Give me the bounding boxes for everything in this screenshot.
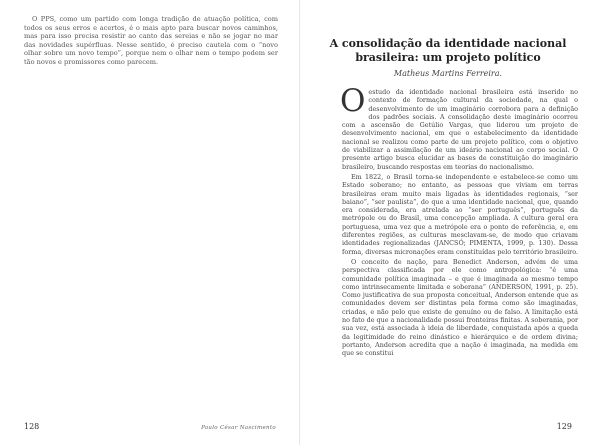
body-paragraph-1-text: estudo da identidade nacional brasileira está inserido no contexto de formação cultural da sociedade, na qual o desenvolvimento de um imaginário corrobora para a definição dos padrões sociais. A consolidação deste imaginário ocorreu com a ascensão de Getúlio Vargas, que liderou um projeto de desenvolvimento nacional, em que o estabelecimento da identidade nacional se realizou como parte de um projeto político, com o objetivo de viabilizar a assimilação de um ideário nacional ao corpo social. O presente artigo busca elucidar as bases de constituição do imaginário brasileiro, buscando respostas em teorias do nacionalismo. — [342, 88, 578, 171]
article-body — [340, 83, 578, 360]
right-page-number: 129 — [556, 422, 572, 431]
running-head: Paulo César Nascimento — [201, 425, 276, 431]
article-author: Matheus Martins Ferreira. — [393, 69, 503, 78]
left-page-paragraph: O PPS, como um partido com longa tradição de atuação política, com todos os seus erros e acertos, é o mais apto para buscar novos caminhos, mas para isso precisa resistir ao canto das sereias e não se jogar no mar das novidades supérfluas. Nesse sentido, é preciso cautela com o “novo olhar sobre um novo tempo”, porque nem o olhar nem o tempo podem ser tão novos e promissores como parecem. — [24, 15, 278, 66]
right-page — [304, 0, 600, 445]
body-paragraph-1 — [340, 83, 578, 171]
book-gutter — [299, 0, 300, 445]
body-paragraph-3: O conceito de nação, para Benedict Anderson, advém de uma perspectiva classificada por ele como antropológica: “é uma comunidade política imaginada – e que é imaginada ao mesmo tempo como intrinsecamente limitada e soberana” (ANDERSON, 1991, p. 25). Como justificativa de sua proposta conceitual, Anderson entende que as comunidades devem ser distintas pela forma como são imaginadas, criadas, e não pelo que existe de genuíno ou de falso. A limitação está no fato de que a nacionalidade possui fronteiras finitas. A soberania, por sua vez, está associada à ideia de liberdade, conquistada após a queda da legitimidade do reino dinástico e hierárquico e de ordem divina; portanto, Anderson acredita que a nação é imaginada, na medida em que se constitui — [342, 257, 578, 358]
left-page — [0, 0, 296, 445]
left-page-number: 128 — [24, 422, 40, 431]
article-title: A consolidação da identidade nacional brasileira: um projeto político — [329, 37, 567, 64]
body-paragraph-2: Em 1822, o Brasil torna-se independente e estabelece-se como um Estado soberano; no entanto, as pessoas que viviam em terras brasileiras eram muito mais ligadas às identidades regionais, “ser baiano”, “ser paulista”, do que a uma identidade nacional, que, quando era considerada, era atrelada ao “ser português”, portuguës da metrópole ou do Brasil, uma concepção ampliada. A cultura geral era portuguesa, uma vez que a metrópole era o ponto de referência, e, em diferentes regiões, as culturas mesclavam-se, de modo que criavam identidades regionalizadas (JANCSÓ; PIMENTA, 1999, p. 130). Dessa forma, diversas micronações eram constituídas pelo território brasileiro. — [342, 172, 578, 256]
drop-cap: O — [340, 83, 366, 119]
